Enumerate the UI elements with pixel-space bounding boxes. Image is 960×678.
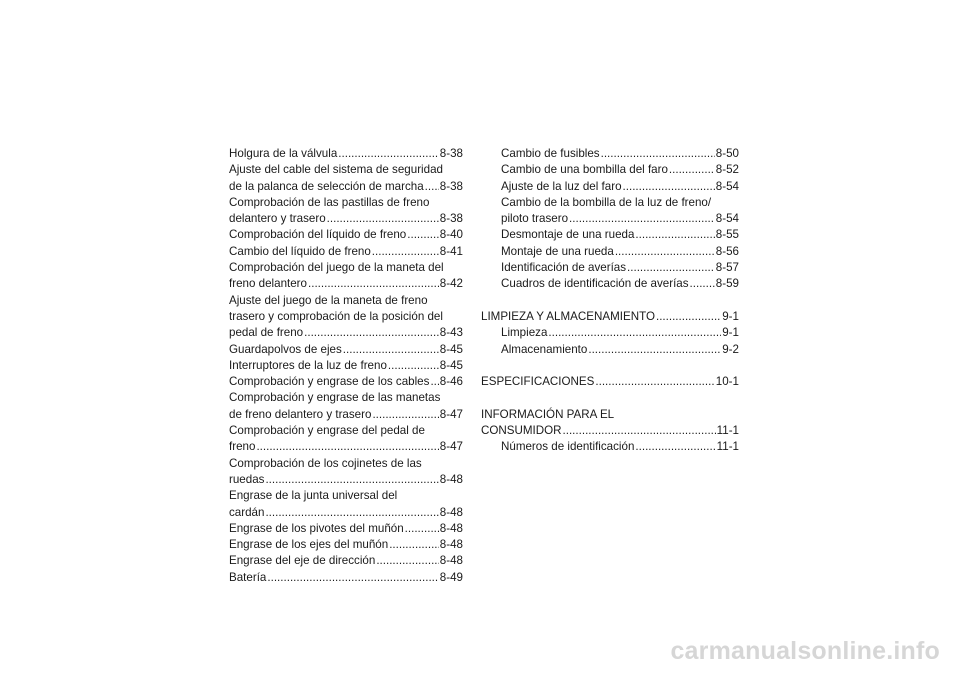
toc-entry[interactable] xyxy=(229,358,463,374)
toc-entry-leader-line xyxy=(229,276,463,292)
toc-entry[interactable] xyxy=(229,227,463,243)
toc-page-number: 8-59 xyxy=(715,277,739,291)
toc-entry-line: Comprobación del juego de la maneta del xyxy=(229,261,444,275)
toc-entry[interactable] xyxy=(229,374,463,390)
toc-entry-title: Engrase de los ejes del muñón xyxy=(229,538,389,552)
dot-leader xyxy=(588,342,721,358)
toc-entry-leader-line xyxy=(481,423,739,439)
toc-page-number: 8-47 xyxy=(439,407,463,421)
toc-page-number: 8-48 xyxy=(439,505,463,519)
toc-entry-leader-line xyxy=(501,439,739,455)
dot-leader xyxy=(256,439,438,455)
toc-entry-leader-line xyxy=(229,374,463,390)
dot-leader xyxy=(627,260,715,276)
toc-entry[interactable] xyxy=(481,407,739,440)
toc-entry-line: Engrase de la junta universal del xyxy=(229,489,398,503)
toc-entry-title: Batería xyxy=(229,570,267,584)
toc-page-number: 8-48 xyxy=(439,472,463,486)
toc-page-number: 8-48 xyxy=(439,521,463,535)
toc-entry-title: Cambio de una bombilla del faro xyxy=(501,163,668,177)
toc-entry[interactable] xyxy=(229,260,463,293)
dot-leader xyxy=(304,325,439,341)
dot-leader xyxy=(372,407,438,423)
toc-entry-title: Cambio del líquido de freno xyxy=(229,244,371,258)
toc-entry[interactable] xyxy=(229,456,463,489)
toc-entry[interactable] xyxy=(229,553,463,569)
toc-page-number: 8-45 xyxy=(439,342,463,356)
toc-entry-title: pedal de freno xyxy=(229,326,304,340)
dot-leader xyxy=(595,374,714,390)
toc-entry[interactable] xyxy=(481,244,739,260)
toc-entry-leader-line xyxy=(229,407,463,423)
toc-entry-leader-line xyxy=(501,211,739,227)
toc-entry-leader-line xyxy=(501,276,739,292)
toc-entry-leader-line xyxy=(229,211,463,227)
toc-entry[interactable] xyxy=(481,227,739,243)
toc-page-number: 11-1 xyxy=(716,440,739,454)
toc-entry[interactable] xyxy=(229,244,463,260)
toc-entry-title: Números de identificación xyxy=(501,440,635,454)
toc-page-number: 8-40 xyxy=(439,228,463,242)
toc-page-number: 8-54 xyxy=(715,212,739,226)
toc-entry-title: Interruptores de la luz de freno xyxy=(229,358,387,372)
toc-page-number: 8-50 xyxy=(715,147,739,160)
toc-entry[interactable] xyxy=(481,309,739,325)
toc-entry-title: cardán xyxy=(229,505,265,519)
toc-entry-leader-line xyxy=(229,570,463,586)
toc-entry-leader-line xyxy=(501,342,739,358)
toc-page-number: 8-47 xyxy=(439,440,463,454)
toc-page-number: 8-43 xyxy=(439,326,463,340)
toc-page-number: 8-55 xyxy=(715,228,739,242)
toc-entry-leader-line xyxy=(501,227,739,243)
dot-leader xyxy=(388,358,439,374)
dot-leader xyxy=(308,276,439,292)
toc-entry-line: Comprobación de las pastillas de freno xyxy=(229,195,430,209)
toc-entry-line: Comprobación y engrase del pedal de xyxy=(229,424,425,438)
toc-entry-leader-line xyxy=(229,342,463,358)
toc-entry[interactable] xyxy=(481,342,739,358)
toc-entry[interactable] xyxy=(229,293,463,342)
toc-entry-leader-line xyxy=(229,537,463,553)
toc-entry-title: Guardapolvos de ejes xyxy=(229,342,342,356)
toc-entry[interactable] xyxy=(481,260,739,276)
toc-entry-leader-line xyxy=(501,244,739,260)
toc-entry-title: Almacenamiento xyxy=(501,342,588,356)
toc-page-number: 8-49 xyxy=(439,570,463,584)
toc-page-number: 8-48 xyxy=(439,554,463,568)
toc-entry-leader-line xyxy=(229,227,463,243)
toc-entry-title: Montaje de una rueda xyxy=(501,244,614,258)
dot-leader xyxy=(635,227,714,243)
toc-entry-title: Engrase del eje de dirección xyxy=(229,554,376,568)
toc-page-number: 9-1 xyxy=(722,326,739,340)
toc-page-number: 10-1 xyxy=(715,375,739,389)
toc-entry-leader-line xyxy=(229,358,463,374)
toc-entry[interactable] xyxy=(481,146,739,162)
toc-entry-title: freno xyxy=(229,440,256,454)
toc-page-number: 8-57 xyxy=(715,261,739,275)
toc-page-number: 8-38 xyxy=(439,147,463,160)
dot-leader xyxy=(265,472,438,488)
toc-entry-line: Comprobación y engrase de las manetas xyxy=(229,391,441,405)
toc-page-number: 8-48 xyxy=(439,538,463,552)
dot-leader xyxy=(327,211,439,227)
dot-leader xyxy=(265,505,438,521)
toc-page-number: 8-42 xyxy=(439,277,463,291)
toc-entry-leader-line xyxy=(501,179,739,195)
toc-entry-title: ESPECIFICACIONES xyxy=(481,375,595,389)
toc-entry-title: ruedas xyxy=(229,472,265,486)
toc-entry-leader-line xyxy=(229,553,463,569)
toc-page-number: 8-46 xyxy=(439,375,463,389)
toc-entry-leader-line xyxy=(501,325,739,341)
toc-page-number: 9-1 xyxy=(722,309,739,323)
toc-entry-leader-line xyxy=(229,244,463,260)
toc-page-number: 8-38 xyxy=(439,179,463,193)
toc-entry-title: Limpieza xyxy=(501,326,548,340)
toc-entry-leader-line xyxy=(229,521,463,537)
toc-entry-title: Holgura de la válvula xyxy=(229,147,338,160)
toc-entry[interactable] xyxy=(481,276,739,292)
toc-entry[interactable] xyxy=(481,162,739,178)
toc-entry-line: Ajuste del cable del sistema de seguridad xyxy=(229,163,443,177)
toc-entry[interactable] xyxy=(481,325,739,341)
toc-entry-leader-line xyxy=(229,472,463,488)
toc-left-column xyxy=(229,146,463,586)
toc-entry-title: de freno delantero y trasero xyxy=(229,407,372,421)
toc-page-number: 8-45 xyxy=(439,358,463,372)
toc-entry-leader-line xyxy=(501,260,739,276)
toc-entry[interactable] xyxy=(229,537,463,553)
dot-leader xyxy=(669,162,715,178)
toc-entry-leader-line xyxy=(229,505,463,521)
toc-entry-title: Ajuste de la luz del faro xyxy=(501,179,622,193)
toc-entry-title: Comprobación y engrase de los cables xyxy=(229,375,430,389)
toc-entry[interactable] xyxy=(229,195,463,228)
toc-entry[interactable] xyxy=(481,439,739,455)
toc-entry[interactable] xyxy=(229,342,463,358)
toc-entry[interactable] xyxy=(229,390,463,423)
toc-entry-title: Cuadros de identificación de averías xyxy=(501,277,689,291)
toc-entry-leader-line xyxy=(481,374,739,390)
dot-leader xyxy=(615,244,715,260)
toc-entry[interactable] xyxy=(229,162,463,195)
toc-entry-line: INFORMACIÓN PARA EL xyxy=(481,407,615,421)
dot-leader xyxy=(267,570,438,586)
dot-leader xyxy=(635,439,715,455)
toc-entry-title: piloto trasero xyxy=(501,212,569,226)
toc-entry-title: de la palanca de selección de marcha xyxy=(229,179,424,193)
toc-entry[interactable] xyxy=(229,521,463,537)
dot-leader xyxy=(548,325,721,341)
toc-page-number: 8-54 xyxy=(715,179,739,193)
toc-entry-title: Comprobación del líquido de freno xyxy=(229,228,407,242)
toc-entry-leader-line xyxy=(229,439,463,455)
toc-entry-leader-line xyxy=(481,309,739,325)
toc-page-number: 8-56 xyxy=(715,244,739,258)
toc-page-number: 8-52 xyxy=(715,163,739,177)
toc-right-column xyxy=(481,146,739,456)
toc-page-number: 11-1 xyxy=(716,424,739,438)
toc-entry-title: freno delantero xyxy=(229,277,307,291)
toc-entry-title: Desmontaje de una rueda xyxy=(501,228,635,242)
toc-page-number: 8-38 xyxy=(439,212,463,226)
toc-entry-title: Identificación de averías xyxy=(501,261,627,275)
dot-leader xyxy=(338,146,439,162)
toc-page-number: 9-2 xyxy=(722,342,739,356)
toc-entry-title: Cambio de fusibles xyxy=(501,147,600,160)
toc-entry-title: LIMPIEZA Y ALMACENAMIENTO xyxy=(481,309,655,323)
toc-entry-title: delantero y trasero xyxy=(229,212,326,226)
dot-leader xyxy=(623,179,715,195)
dot-leader xyxy=(563,423,716,439)
dot-leader xyxy=(601,146,715,162)
toc-entry-leader-line xyxy=(501,162,739,178)
toc-entry-leader-line xyxy=(229,325,463,341)
toc-page-number: 8-41 xyxy=(439,244,463,258)
toc-entry-line: Comprobación de los cojinetes de las xyxy=(229,456,422,470)
toc-entry-leader-line xyxy=(229,179,463,195)
dot-leader xyxy=(569,211,715,227)
watermark: carmanualsonline.info xyxy=(670,637,940,665)
toc-entry[interactable] xyxy=(229,423,463,456)
toc-entry[interactable] xyxy=(229,146,463,162)
toc-entry[interactable] xyxy=(229,488,463,521)
toc-entry[interactable] xyxy=(229,570,463,586)
dot-leader xyxy=(405,521,439,537)
dot-leader xyxy=(425,179,439,195)
dot-leader xyxy=(656,309,721,325)
toc-entry-line: Cambio de la bombilla de la luz de freno/ xyxy=(501,195,712,209)
toc-entry-line: Ajuste del juego de la maneta de freno xyxy=(229,293,428,307)
toc-entry[interactable] xyxy=(481,179,739,195)
dot-leader xyxy=(430,374,438,390)
toc-entry-title: Engrase de los pivotes del muñón xyxy=(229,521,404,535)
toc-entry-leader-line xyxy=(501,146,739,162)
dot-leader xyxy=(376,553,438,569)
toc-entry-line: trasero y comprobación de la posición del xyxy=(229,309,443,323)
toc-entry[interactable] xyxy=(481,374,739,390)
dot-leader xyxy=(407,227,439,243)
dot-leader xyxy=(343,342,439,358)
toc-entry-leader-line xyxy=(229,146,463,162)
dot-leader xyxy=(690,276,715,292)
dot-leader xyxy=(389,537,439,553)
toc-entry-title: CONSUMIDOR xyxy=(481,424,562,438)
dot-leader xyxy=(372,244,439,260)
toc-entry[interactable] xyxy=(481,195,739,228)
